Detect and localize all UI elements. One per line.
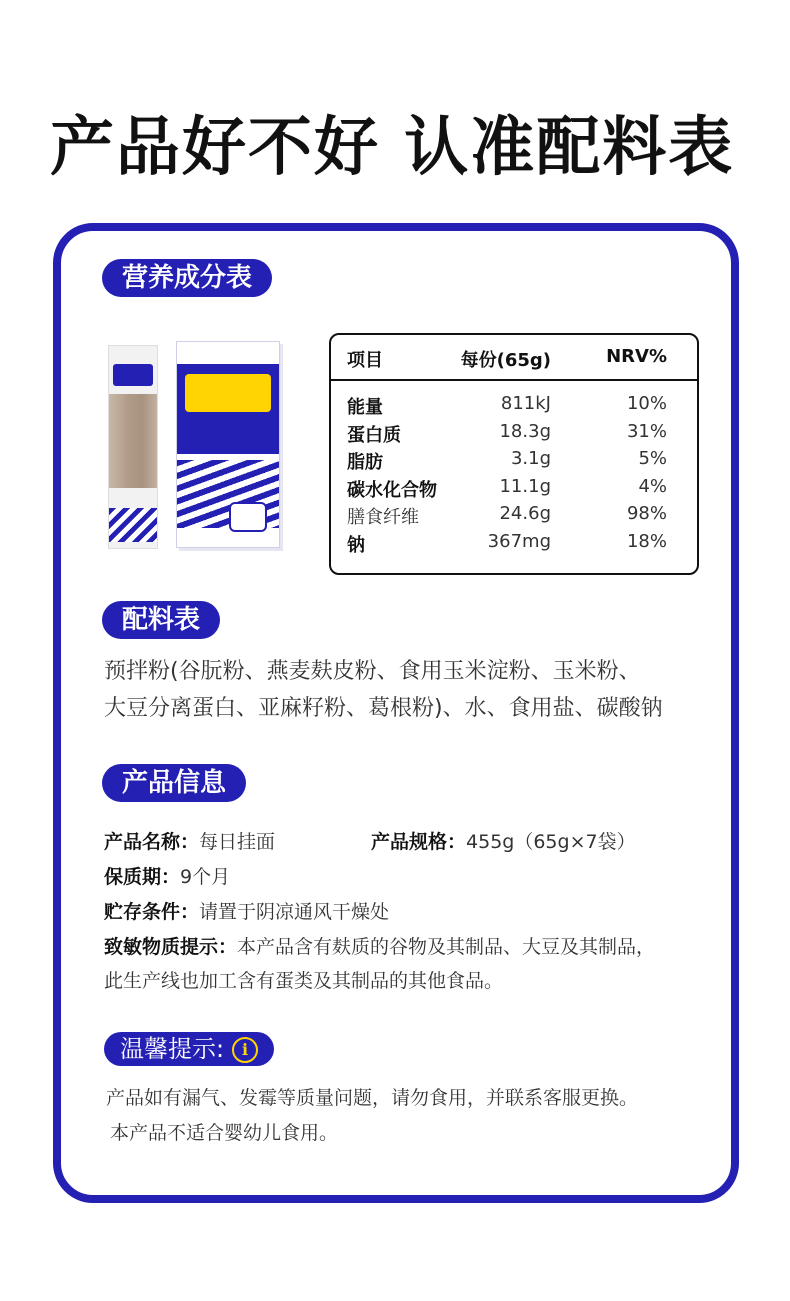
box-badge [229, 502, 267, 532]
allergen-notice-line-2: 此生产线也加工含有蛋类及其制品的其他食品。 [104, 970, 504, 992]
shelf-life-value: 9个月 [180, 866, 231, 888]
row-nrv: 18% [626, 531, 667, 552]
row-item: 脂肪 [347, 452, 383, 473]
allergen-value: 本产品含有麸质的谷物及其制品、大豆及其制品， [237, 936, 656, 958]
header-item: 项目 [347, 350, 383, 371]
row-nrv: 4% [638, 476, 667, 497]
storage-conditions [104, 901, 389, 923]
tips-title-label: 温馨提示: [120, 1035, 225, 1063]
bag-wave-pattern [109, 508, 157, 542]
tips-section-title [104, 1032, 274, 1066]
row-per-serving: 367mg [487, 531, 551, 552]
shelf-life-label: 保质期： [104, 866, 181, 888]
product-box-image [176, 341, 280, 548]
info-section-title: 产品信息 [102, 764, 246, 802]
ingredients-line-1: 预拌粉(谷朊粉、燕麦麸皮粉、食用玉米淀粉、玉米粉、 [104, 659, 641, 684]
row-per-serving: 18.3g [499, 421, 551, 442]
info-icon: i [232, 1037, 258, 1063]
nutrition-table-header [331, 335, 697, 381]
header-nrv: NRV% [606, 346, 667, 367]
nutrition-section-title: 营养成分表 [102, 259, 272, 297]
product-spec-label: 产品规格： [371, 831, 467, 853]
header-per-serving: 每份(65g) [460, 350, 551, 371]
table-row [331, 421, 697, 448]
ingredients-section-title: 配料表 [102, 601, 220, 639]
product-name [104, 831, 275, 853]
row-item: 钠 [347, 535, 365, 556]
ingredients-line-2: 大豆分离蛋白、亚麻籽粉、葛根粉)、水、食用盐、碳酸钠 [104, 696, 663, 721]
tip-line-1: 产品如有漏气、发霉等质量问题，请勿食用，并联系客服更换。 [106, 1087, 639, 1109]
row-nrv: 5% [638, 448, 667, 469]
storage-label: 贮存条件： [104, 901, 200, 923]
row-item: 膳食纤维 [347, 507, 419, 528]
row-item: 能量 [347, 397, 383, 418]
product-spec-value: 455g（65g×7袋） [466, 831, 636, 853]
bag-logo [113, 364, 153, 386]
row-item: 碳水化合物 [347, 480, 437, 501]
row-per-serving: 811kJ [500, 393, 551, 414]
row-nrv: 10% [626, 393, 667, 414]
table-row [331, 448, 697, 475]
nutrition-table [329, 333, 699, 575]
table-row [331, 393, 697, 420]
product-bag-image [108, 345, 158, 549]
product-name-label: 产品名称： [104, 831, 200, 853]
allergen-notice [104, 936, 655, 958]
product-name-value: 每日挂面 [199, 831, 276, 853]
table-row [331, 503, 697, 530]
row-nrv: 31% [626, 421, 667, 442]
row-nrv: 98% [626, 503, 667, 524]
row-per-serving: 11.1g [499, 476, 551, 497]
allergen-label: 致敏物质提示： [104, 936, 238, 958]
box-title-logo [185, 374, 271, 412]
table-row [331, 476, 697, 503]
shelf-life [104, 866, 230, 888]
storage-value: 请置于阴凉通风干燥处 [199, 901, 390, 923]
product-spec [371, 831, 636, 853]
box-header [177, 364, 279, 454]
row-per-serving: 3.1g [510, 448, 551, 469]
row-item: 蛋白质 [347, 425, 401, 446]
table-row [331, 531, 697, 558]
page-headline: 产品好不好 认准配料表 [50, 111, 735, 185]
tip-line-2: 本产品不适合婴幼儿食用。 [110, 1122, 339, 1144]
row-per-serving: 24.6g [499, 503, 551, 524]
